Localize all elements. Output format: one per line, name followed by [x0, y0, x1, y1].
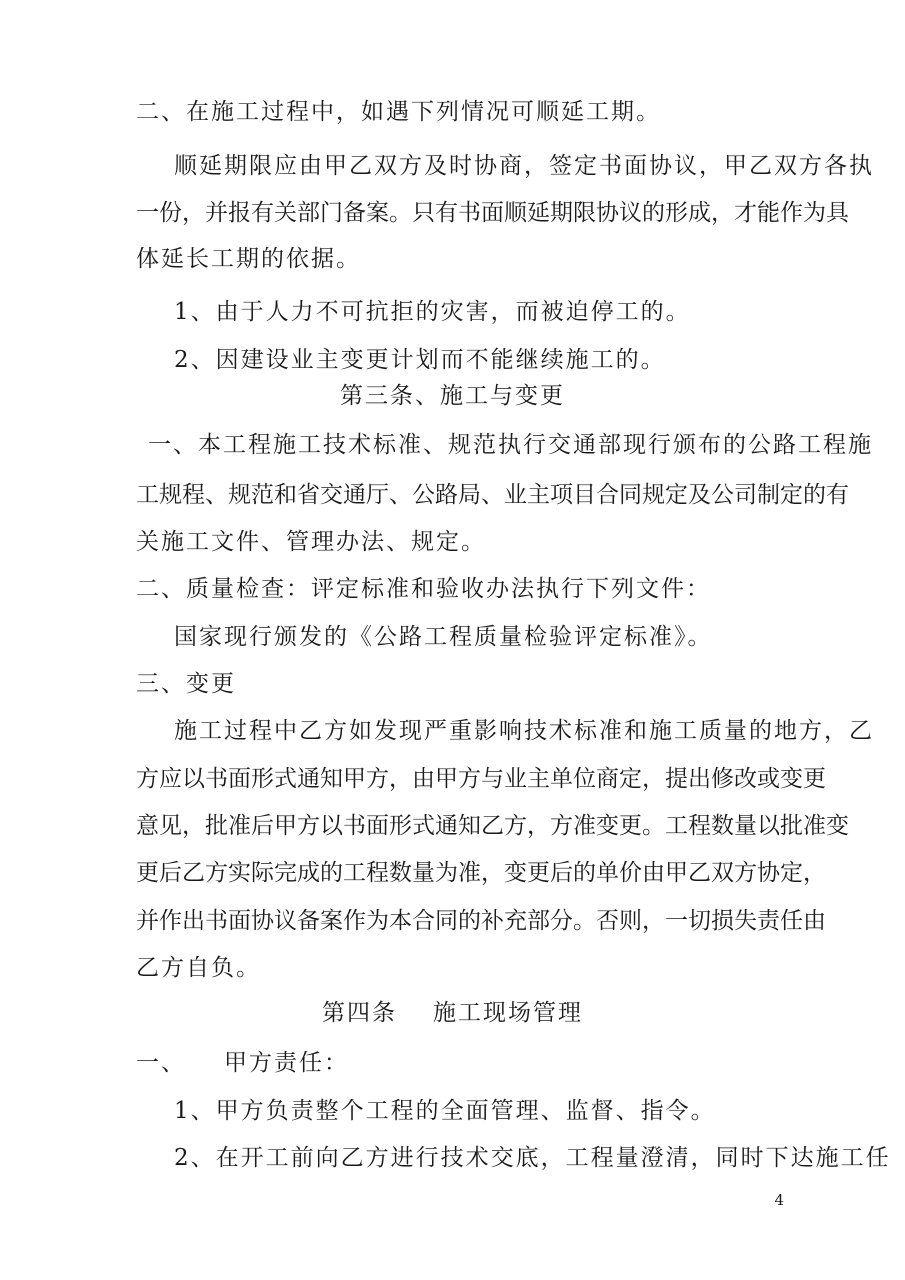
article-heading [0, 998, 905, 1028]
text-line: 一、本工程施工技术标准、规范执行交通部现行颁布的公路工程施 [148, 432, 873, 458]
list-item: 1、由于人力不可抗拒的灾害，而被迫停工的。 [174, 299, 691, 325]
text-line: 乙方自负。 [136, 955, 261, 981]
list-item: 2、在开工前向乙方进行技术交底，工程量澄清，同时下达施工任 [174, 1145, 891, 1171]
section-title: 甲方责任： [224, 1050, 349, 1076]
text-line: 国家现行颁发的《公路工程质量检验评定标准》。 [174, 624, 713, 650]
article-number: 第四条 [322, 1000, 397, 1026]
text-line: 意见，批准后甲方以书面形式通知乙方，方准变更。工程数量以批准变 [136, 813, 849, 839]
list-item: 2、因建设业主变更计划而不能继续施工的。 [174, 347, 666, 373]
text-line: 并作出书面协议备案作为本合同的补充部分。否则，一切损失责任由 [136, 908, 826, 934]
page-number: 4 [774, 1191, 784, 1209]
section-number: 一、 [136, 1050, 186, 1076]
text-line: 工规程、规范和省交通厅、公路局、业主项目合同规定及公司制定的有 [136, 482, 849, 508]
text-line: 体延长工期的依据。 [136, 246, 361, 272]
text-line: 更后乙方实际完成的工程数量为准，变更后的单价由甲乙双方协定， [136, 860, 826, 886]
text-line: 顺延期限应由甲乙双方及时协商，签定书面协议，甲乙双方各执 [174, 153, 874, 179]
party-a-heading [136, 1048, 349, 1078]
text-line: 二、在施工过程中，如遇下列情况可顺延工期。 [136, 99, 661, 125]
section-heading: 三、变更 [136, 671, 236, 697]
text-line: 关施工文件、管理办法、规定。 [136, 529, 486, 555]
text-line: 方应以书面形式通知甲方，由甲方与业主单位商定，提出修改或变更 [136, 766, 826, 792]
text-line: 一份，并报有关部门备案。只有书面顺延期限协议的形成，才能作为具 [136, 200, 849, 226]
section-heading: 二、质量检查：评定标准和验收办法执行下列文件： [136, 576, 711, 602]
article-heading: 第三条、施工与变更 [340, 383, 565, 409]
list-item: 1、甲方负责整个工程的全面管理、监督、指令。 [174, 1098, 716, 1124]
article-title: 施工现场管理 [433, 1000, 583, 1026]
text-line: 施工过程中乙方如发现严重影响技术标准和施工质量的地方，乙 [174, 718, 874, 744]
